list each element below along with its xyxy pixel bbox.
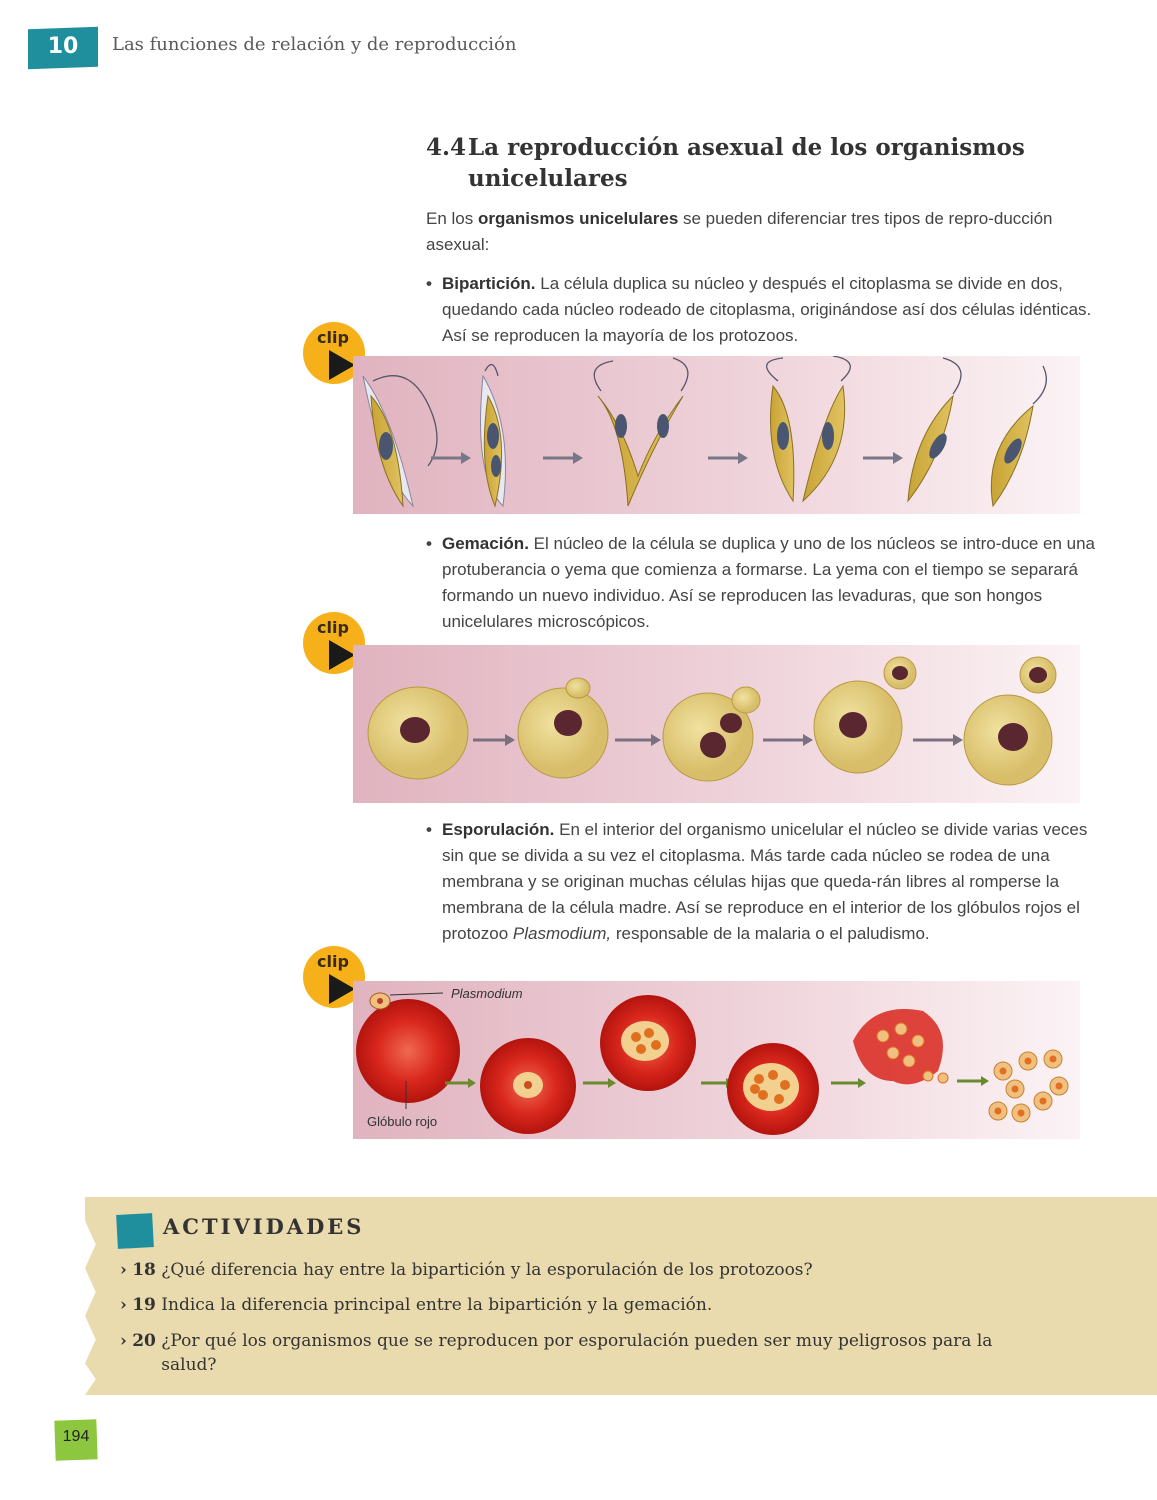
section-number: 4.4 — [426, 134, 467, 161]
globulo-rojo-stage-1 — [356, 993, 460, 1109]
gemacion-illustration — [353, 645, 1080, 803]
activity-number: 19 — [132, 1295, 156, 1315]
protozoo-stage-4 — [767, 356, 851, 501]
bullet-dot: • — [426, 820, 432, 839]
protozoo-stage-3 — [594, 358, 688, 506]
play-icon — [329, 350, 355, 380]
figure-gemacion — [353, 645, 1080, 803]
section-title — [426, 132, 1066, 194]
levadura-stage-5 — [964, 657, 1056, 785]
biparticion-illustration — [353, 356, 1080, 514]
play-icon — [329, 640, 355, 670]
esporulacion-illustration — [353, 981, 1080, 1139]
bullet-term: Bipartición. — [442, 274, 536, 293]
label-plasmodium: Plasmodium — [451, 986, 523, 1001]
clip-label: clip — [317, 328, 349, 347]
intro-bold: organismos unicelulares — [477, 209, 679, 228]
figure-esporulacion — [353, 981, 1080, 1139]
bullet-gemacion — [426, 531, 1096, 635]
bullet-text-italic: Plasmodium, — [512, 924, 612, 943]
section-title-line2: unicelulares — [468, 165, 628, 192]
protozoo-stage-5 — [908, 358, 1046, 506]
activity-item — [120, 1258, 1020, 1282]
activity-number: 18 — [132, 1260, 156, 1280]
bullet-text: En el interior del organismo unicelular el núcleo se divide varias veces sin que se divida a su vez el citoplasma. Más tarde cada núcleo se rodea de una membrana y se originan muchas células hijas que queda-rán libres al romperse la membrana de la célula madre. Así se reproduce en el interior de los glóbulos rojos el protozoo — [442, 820, 1088, 943]
activity-number: 20 — [132, 1331, 156, 1351]
globulo-rojo-stage-5 — [853, 1009, 948, 1084]
intro-paragraph — [426, 206, 1080, 258]
activities-title: ACTIVIDADES — [163, 1214, 365, 1239]
bullet-dot: • — [426, 534, 432, 553]
levadura-stage-4 — [814, 657, 916, 773]
activity-text: ¿Por qué los organismos que se reproducen por esporulación pueden ser muy peligrosos para la salud? — [161, 1331, 993, 1375]
bullet-term: Gemación. — [442, 534, 529, 553]
intro-post: se pueden diferenciar tres tipos de repro-ducción asexual: — [426, 209, 1053, 254]
activity-item — [120, 1329, 1020, 1377]
intro-pre: En los — [426, 209, 478, 228]
clip-label: clip — [317, 618, 349, 637]
section-title-line1: La reproducción asexual de los organismos — [468, 134, 1025, 161]
activity-text: ¿Qué diferencia hay entre la bipartición y la esporulación de los protozoos? — [161, 1260, 813, 1280]
globulo-rojo-stage-2 — [480, 1038, 576, 1134]
merozoitos — [989, 1050, 1068, 1122]
bullet-text: La célula duplica su núcleo y después el citoplasma se divide en dos, quedando cada núcleo rodeado de citoplasma, originándose así dos células idénticas. Así se reproducen la mayoría de los protozoos. — [442, 274, 1092, 345]
globulo-rojo-stage-4 — [727, 1043, 819, 1135]
levadura-stage-1 — [368, 687, 468, 779]
activity-text: Indica la diferencia principal entre la bipartición y la gemación. — [161, 1295, 713, 1315]
globulo-rojo-stage-3 — [600, 995, 696, 1091]
chevron-right-icon: › — [120, 1295, 127, 1315]
page-number: 194 — [62, 1428, 90, 1445]
activity-item — [120, 1293, 1020, 1317]
levadura-stage-3 — [663, 687, 760, 781]
bullet-term: Esporulación. — [442, 820, 555, 839]
clip-label: clip — [317, 952, 349, 971]
chevron-right-icon: › — [120, 1260, 127, 1280]
protozoo-stage-1 — [363, 376, 437, 506]
bullet-dot: • — [426, 274, 432, 293]
bullet-text-post: responsable de la malaria o el paludismo. — [611, 924, 930, 943]
bullet-text: El núcleo de la célula se duplica y uno de los núcleos se intro-duce en una protuberancia o yema que comienza a formarse. La yema con el tiempo se separará formando un nuevo individuo. Así se reproducen las levaduras, que son hongos unicelulares microscópicos. — [442, 534, 1096, 631]
bullet-esporulacion — [426, 817, 1096, 947]
chapter-title: Las funciones de relación y de reproducción — [112, 34, 517, 55]
protozoo-stage-2 — [481, 365, 506, 506]
label-globulo-rojo: Glóbulo rojo — [367, 1114, 438, 1129]
chapter-number: 10 — [47, 33, 79, 59]
activities-square-icon — [116, 1213, 154, 1249]
play-icon — [329, 974, 355, 1004]
bullet-biparticion — [426, 271, 1096, 349]
figure-biparticion — [353, 356, 1080, 514]
levadura-stage-2 — [518, 678, 608, 778]
chevron-right-icon: › — [120, 1331, 127, 1351]
